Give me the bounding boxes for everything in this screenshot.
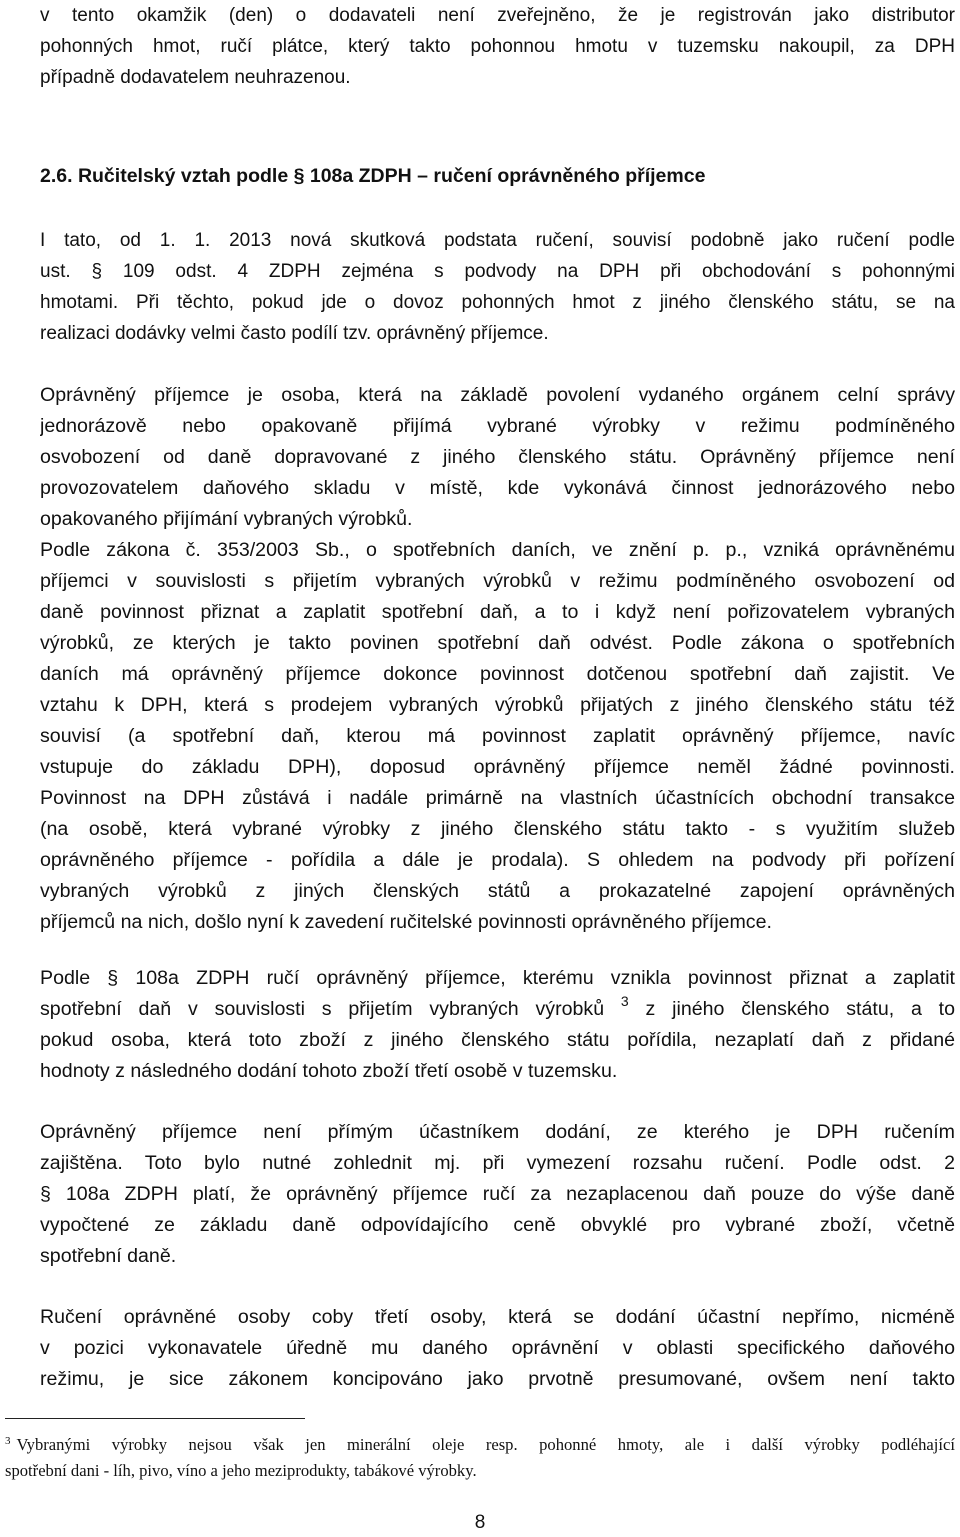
text-line: Oprávněný příjemce není přímým účastníkem dodání, ze kterého je DPH ručením bbox=[40, 1121, 955, 1143]
text-line: výrobků, ze kterých je takto povinen spotřební daň odvést. Podle zákona o spotřebních bbox=[40, 632, 955, 654]
text-line: příjemci v souvislosti s přijetím vybraných výrobků v režimu podmíněného osvobození od bbox=[40, 570, 955, 592]
text-line: v tento okamžik (den) o dodavateli není zveřejněno, že je registrován jako distributor bbox=[40, 5, 955, 26]
text-line bbox=[40, 994, 955, 1025]
text-line: vypočtené ze základu daně odpovídajícího ceně obvyklé pro vybrané zboží, včetně bbox=[40, 1214, 955, 1236]
text-line: opakovaného přijímání vybraných výrobků. bbox=[40, 508, 413, 530]
text-line: § 108a ZDPH platí, že oprávněný příjemce ručí za nezaplacenou daň pouze do výše daně bbox=[40, 1183, 955, 1205]
paragraph-4 bbox=[40, 1117, 955, 1272]
footnote-reference[interactable]: 3 bbox=[620, 994, 629, 1009]
section-heading: 2.6. Ručitelský vztah podle § 108a ZDPH – ručení oprávněného příjemce bbox=[40, 165, 706, 187]
text-line: I tato, od 1. 1. 2013 nová skutková podstata ručení, souvisí podobně jako ručení podle bbox=[40, 230, 955, 251]
text-line: vztahu k DPH, která s prodejem vybraných výrobků přijatých z jiného členského státu též bbox=[40, 694, 955, 716]
text-line: ust. § 109 odst. 4 ZDPH zejména s podvody na DPH při obchodování s pohonnými bbox=[40, 261, 955, 282]
footnote-separator bbox=[5, 1418, 305, 1419]
text-line: (na osobě, která vybrané výrobky z jiného členského státu takto - s využitím služeb bbox=[40, 818, 955, 840]
text-line: vstupuje do základu DPH), doposud oprávněný příjemce neměl žádné povinnosti. bbox=[40, 756, 955, 778]
text-line: hmotami. Při těchto, pokud jde o dovoz pohonných hmot z jiného členského státu, se na bbox=[40, 292, 955, 313]
paragraph-3 bbox=[40, 963, 955, 1087]
text-line: hodnoty z následného dodání tohoto zboží třetí osobě v tuzemsku. bbox=[40, 1060, 618, 1082]
text-line: režimu, je sice zákonem koncipováno jako prvotně presumované, ovšem není takto bbox=[40, 1368, 955, 1390]
footnote bbox=[5, 1432, 955, 1484]
text-fragment: spotřební daň v souvislosti s přijetím vybraných výrobků bbox=[40, 998, 605, 1020]
text-line: pohonných hmot, ručí plátce, který takto pohonnou hmotu v tuzemsku nakoupil, za DPH bbox=[40, 36, 955, 57]
paragraph-1 bbox=[40, 225, 955, 349]
page-number: 8 bbox=[474, 1512, 486, 1533]
footnote-number: 3 bbox=[5, 1435, 11, 1447]
text-line: Podle § 108a ZDPH ručí oprávněný příjemce, kterému vznikla povinnost přiznat a zaplatit bbox=[40, 967, 955, 989]
text-line: zajištěna. Toto bylo nutné zohlednit mj. při vymezení rozsahu ručení. Podle odst. 2 bbox=[40, 1152, 955, 1174]
footnote-text: Vybranými výrobky nejsou však jen minerální oleje resp. pohonné hmoty, ale i další výrobky podléhající bbox=[16, 1435, 955, 1454]
text-line: provozovatelem daňového skladu v místě, kde vykonává činnost jednorázového nebo bbox=[40, 477, 955, 499]
text-line: daně povinnost přiznat a zaplatit spotřební daň, a to i když není pořizovatelem vybraných bbox=[40, 601, 955, 623]
text-line: v pozici vykonavatele úředně mu daného oprávnění v oblasti specifického daňového bbox=[40, 1337, 955, 1359]
text-line: jednorázově nebo opakovaně přijímá vybrané výrobky v režimu podmíněného bbox=[40, 415, 955, 437]
intro-paragraph bbox=[40, 0, 955, 93]
text-fragment: z jiného členského státu, a to bbox=[645, 998, 955, 1020]
text-line: pokud osoba, která toto zboží z jiného členského státu pořídila, nezaplatí daň z přidané bbox=[40, 1029, 955, 1051]
text-line: případně dodavatelem neuhrazenou. bbox=[40, 67, 351, 88]
text-line: vybraných výrobků z jiných členských států a prokazatelné zapojení oprávněných bbox=[40, 880, 955, 902]
text-line: Povinnost na DPH zůstává i nadále primárně na vlastních účastnících obchodní transakce bbox=[40, 787, 955, 809]
footnote-line: spotřební dani - líh, pivo, víno a jeho meziprodukty, tabákové výrobky. bbox=[5, 1461, 477, 1480]
text-line: Oprávněný příjemce je osoba, která na základě povolení vydaného orgánem celní správy bbox=[40, 384, 955, 406]
text-line: Podle zákona č. 353/2003 Sb., o spotřebních daních, ve znění p. p., vzniká oprávněnému bbox=[40, 539, 955, 561]
text-line: souvisí (a spotřební daň, kterou má povinnost zaplatit oprávněný příjemce, navíc bbox=[40, 725, 955, 747]
text-line: daních má oprávněný příjemce dokonce povinnost dotčenou spotřební daň zajistit. Ve bbox=[40, 663, 955, 685]
text-line: Ručení oprávněné osoby coby třetí osoby, která se dodání účastní nepřímo, nicméně bbox=[40, 1306, 955, 1328]
text-line: oprávněného příjemce - pořídila a dále je prodala). S ohledem na podvody při pořízení bbox=[40, 849, 955, 871]
paragraph-5 bbox=[40, 1302, 955, 1395]
text-line: osvobození od daně dopravované z jiného členského státu. Oprávněný příjemce není bbox=[40, 446, 955, 468]
footnote-line bbox=[5, 1432, 955, 1458]
text-line: příjemců na nich, došlo nyní k zavedení ručitelské povinnosti oprávněného příjemce. bbox=[40, 911, 772, 933]
text-line: realizaci dodávky velmi často podílí tzv. oprávněný příjemce. bbox=[40, 323, 549, 344]
text-line: spotřební daně. bbox=[40, 1245, 177, 1267]
paragraph-2 bbox=[40, 380, 955, 938]
